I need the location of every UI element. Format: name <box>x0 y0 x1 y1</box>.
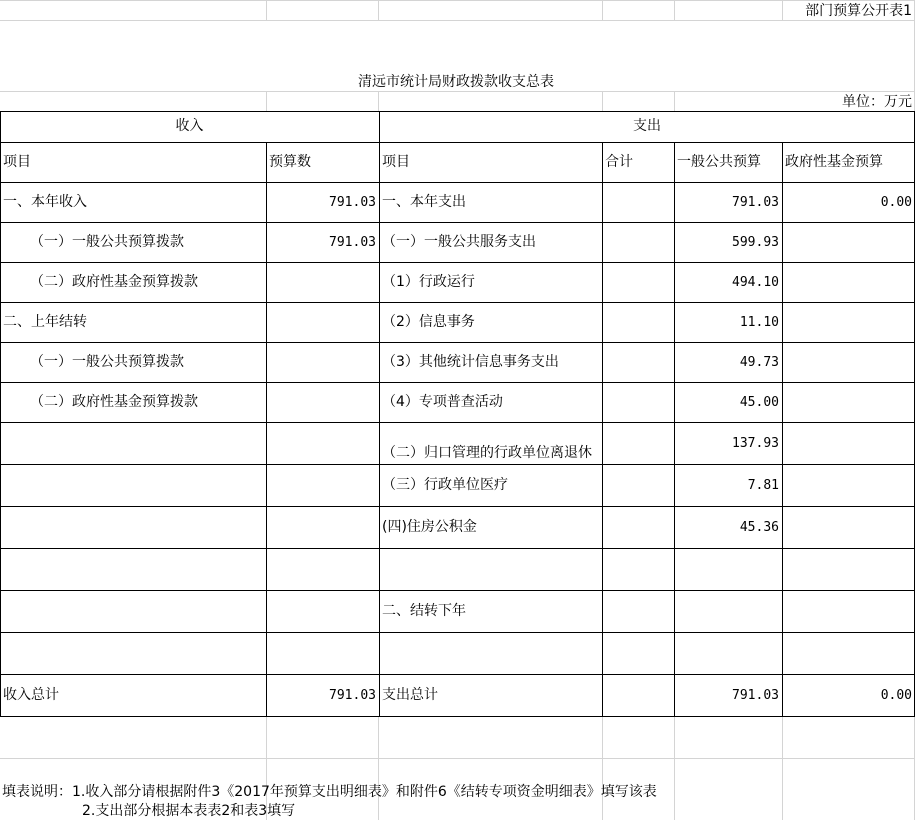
general-budget-header: 一般公共预算 <box>677 153 761 170</box>
general-budget-amount: 791.03 <box>732 194 779 210</box>
income-item-label: 一、本年收入 <box>3 193 87 210</box>
income-item-label: （一）一般公共预算拨款 <box>30 233 184 250</box>
fill-instructions-line-1: 填表说明：1.收入部分请根据附件3《2017年预算支出明细表》和附件6《结转专项资金明细表》填写该表 <box>2 783 657 800</box>
government-fund-total: 0.00 <box>880 687 912 703</box>
expense-item-label: （4）专项普查活动 <box>382 393 503 410</box>
total-header: 合计 <box>605 153 633 170</box>
expense-item-header: 项目 <box>382 153 410 170</box>
general-budget-amount: 45.36 <box>739 519 779 535</box>
table-number-label: 部门预算公开表1 <box>805 2 912 19</box>
expense-total-label: 支出总计 <box>382 686 438 703</box>
income-section-header: 收入 <box>175 118 204 134</box>
government-fund-header: 政府性基金预算 <box>785 153 883 170</box>
expense-section-header: 支出 <box>633 118 661 134</box>
fill-instructions-line-2: 2.支出部分根据本表表2和表3填写 <box>82 802 296 819</box>
expense-item-label: (四)住房公积金 <box>382 518 477 535</box>
general-budget-amount: 599.93 <box>732 234 779 250</box>
income-item-label: （二）政府性基金预算拨款 <box>30 273 198 290</box>
expense-item-label: （1）行政运行 <box>382 273 475 290</box>
income-item-header: 项目 <box>3 153 31 170</box>
income-item-label: （一）一般公共预算拨款 <box>30 353 184 370</box>
income-item-label: 二、上年结转 <box>3 313 87 330</box>
expense-item-label: （3）其他统计信息事务支出 <box>382 353 559 370</box>
expense-item-label: （二）归口管理的行政单位离退休 <box>382 445 592 461</box>
expense-item-label: （2）信息事务 <box>382 313 475 330</box>
general-budget-amount: 49.73 <box>739 354 779 370</box>
income-total-amount: 791.03 <box>329 687 376 703</box>
income-amount: 791.03 <box>329 234 376 250</box>
expense-item-label: （三）行政单位医疗 <box>382 476 508 493</box>
government-fund-amount: 0.00 <box>880 194 912 210</box>
expense-item-label: 二、结转下年 <box>382 602 466 619</box>
budget-amount-header: 预算数 <box>269 153 311 170</box>
general-budget-amount: 137.93 <box>732 435 779 451</box>
general-budget-amount: 45.00 <box>739 394 779 410</box>
income-item-label: （二）政府性基金预算拨款 <box>30 393 198 410</box>
general-budget-amount: 7.81 <box>747 477 779 493</box>
unit-label: 单位：万元 <box>842 93 912 110</box>
income-total-label: 收入总计 <box>3 686 59 703</box>
expense-item-label: （一）一般公共服务支出 <box>382 233 536 250</box>
general-budget-total: 791.03 <box>732 687 779 703</box>
expense-item-label: 一、本年支出 <box>382 193 466 210</box>
general-budget-amount: 11.10 <box>739 314 779 330</box>
page-title: 清远市统计局财政拨款收支总表 <box>358 73 554 90</box>
general-budget-amount: 494.10 <box>732 274 779 290</box>
income-amount: 791.03 <box>329 194 376 210</box>
